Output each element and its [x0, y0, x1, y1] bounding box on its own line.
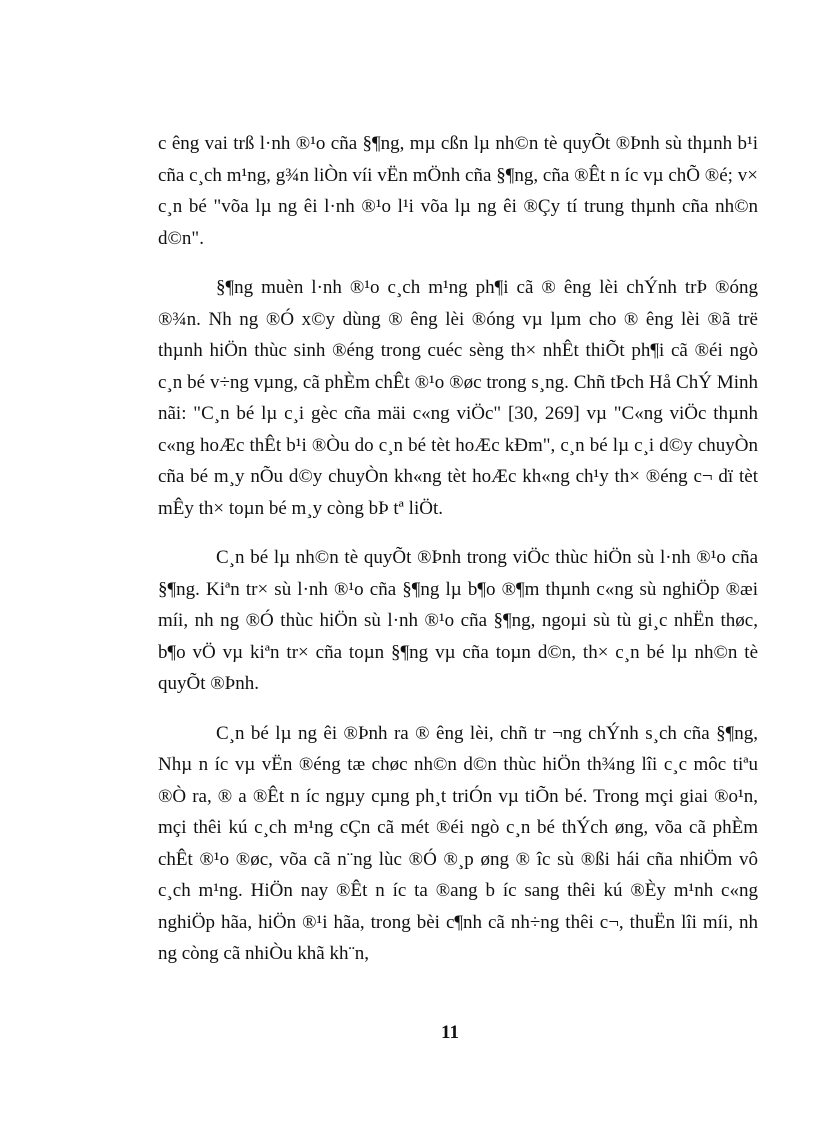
paragraph-1: c êng vai trß l·nh ®¹o cña §¶ng, mµ cßn lµ nh©n tè quyÕt ®Þnh sù thµnh b¹i cña c¸ch m¹ng, g¾n liÒn víi vËn mÖnh cña §¶ng, cña ®Êt n íc vµ chÕ ®é; v× c¸n bé "võa lµ ng êi l·nh ®¹o l¹i võa lµ ng êi ®Çy tí trung thµnh cña nh©n d©n".	[158, 133, 758, 249]
paragraph-3: C¸n bé lµ nh©n tè quyÕt ®Þnh trong viÖc thùc hiÖn sù l·nh ®¹o cña §¶ng. Kiªn tr× sù l·nh ®¹o cña §¶ng lµ b¶o ®¶m thµnh c«ng sù nghiÖp ®æi míi, nh ng ®Ó thùc hiÖn sù l·nh ®¹o cña §¶ng, ngoµi sù tù gi¸c nhËn thøc, b¶o vÖ vµ kiªn tr× cña toµn §¶ng vµ cña toµn d©n, th× c¸n bé lµ nh©n tè quyÕt ®Þnh.	[158, 547, 758, 694]
paragraph-4: C¸n bé lµ ng êi ®Þnh ra ® êng lèi, chñ tr ¬ng chÝnh s¸ch cña §¶ng, Nhµ n íc vµ vËn ®éng tæ chøc nh©n d©n thùc hiÖn th¾ng lîi c¸c môc tiªu ®Ò ra, ® a ®Êt n íc ngµy cµng ph¸t triÓn vµ tiÕn bé. Trong mçi giai ®o¹n, mçi thêi kú c¸ch m¹ng cÇn cã mét ®éi ngò c¸n bé thÝch øng, võa cã phÈm chÊt ®¹o ®øc, võa cã n¨ng lùc ®Ó ®¸p øng ® îc sù ®ßi hái cña nhiÖm vô c¸ch m¹ng. HiÖn nay ®Êt n íc ta ®ang b íc sang thêi kú ®Èy m¹nh c«ng nghiÖp hãa, hiÖn ®¹i hãa, trong bèi c¶nh cã nh÷ng thêi c¬, thuËn lîi míi, nh ng còng cã nhiÒu khã kh¨n,	[158, 722, 758, 964]
page-number: 11	[441, 1022, 459, 1043]
paragraph-2: §¶ng muèn l·nh ®¹o c¸ch m¹ng ph¶i cã ® êng lèi chÝnh trÞ ®óng ®¾n. Nh ng ®Ó x©y dùng ® êng lèi ®óng vµ lµm cho ® êng lèi ®ã trë thµnh hiÖn thùc sinh ®éng trong cuéc sèng th× nhÊt thiÕt ph¶i cã ®éi ngò c¸n bé v÷ng vµng, cã phÈm chÊt ®¹o ®øc trong s¸ng. Chñ tÞch Hå ChÝ Minh nãi: "C¸n bé lµ c¸i gèc cña mäi c«ng viÖc" [30, 269] vµ "C«ng viÖc thµnh c«ng hoÆc thÊt b¹i ®Òu do c¸n bé tèt hoÆc kÐm", c¸n bé lµ c¸i d©y chuyÒn cña bé m¸y nÕu d©y chuyÒn kh«ng tèt hoÆc kh«ng ch¹y th× ®éng c¬ dï tèt mÊy th× toµn bé m¸y còng bÞ tª liÖt.	[158, 277, 758, 519]
body-text	[158, 128, 758, 988]
